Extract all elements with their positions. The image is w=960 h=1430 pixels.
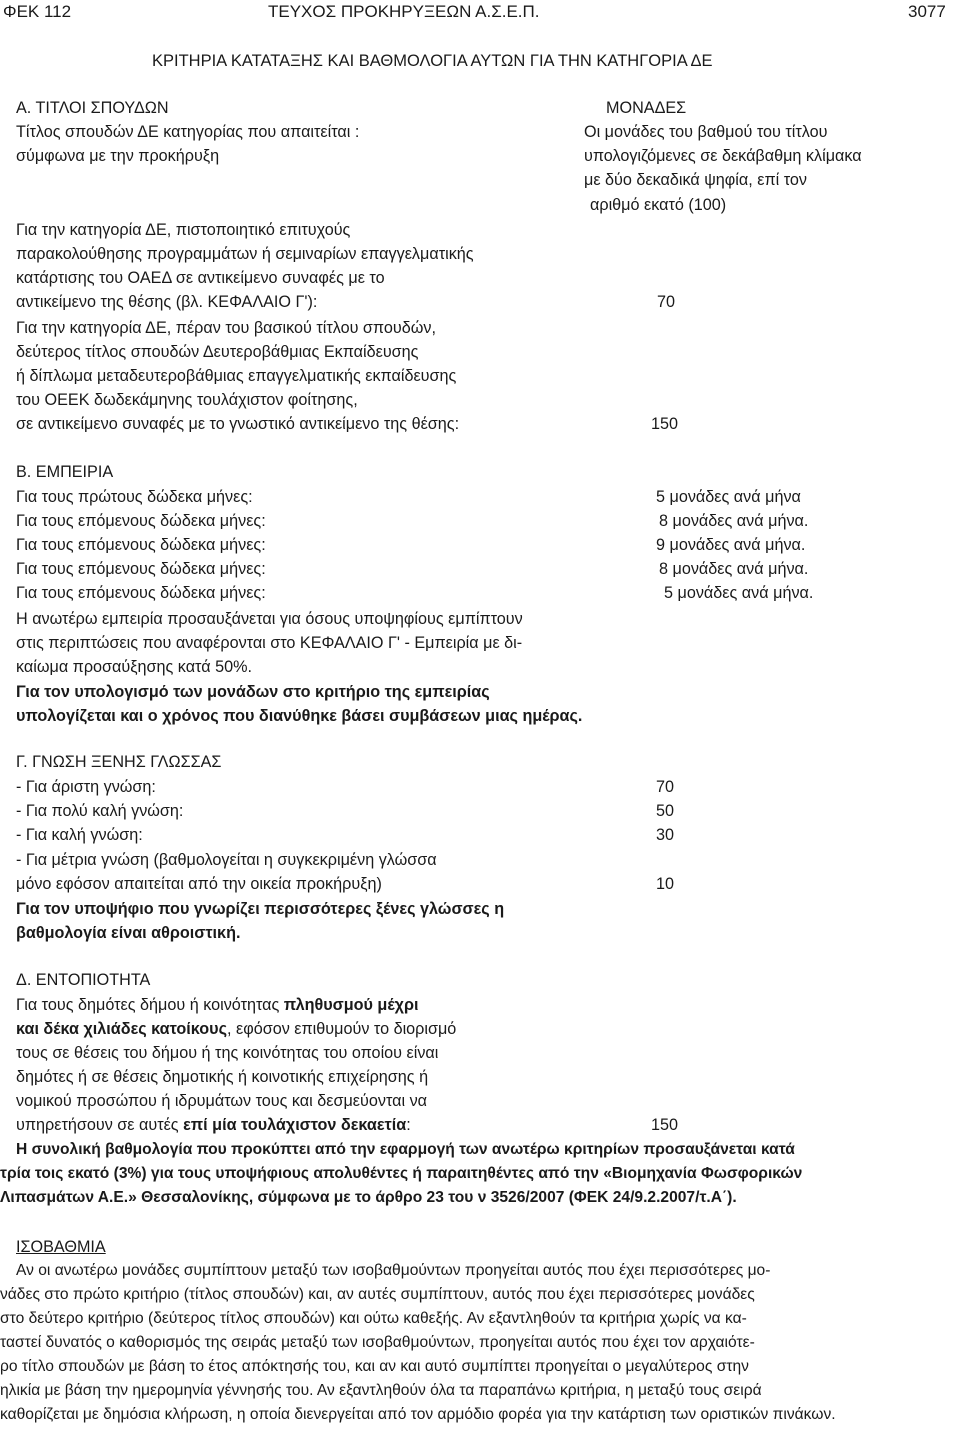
tie-break-text: καθορίζεται με δημόσια κλήρωση, η οποία διενεργείται από τον αρμόδιο φορέα για την κατάρτιση των οριστικών πινάκων. (0, 1406, 836, 1423)
language-level-label: μόνο εφόσον απαιτείται από την οικεία προκήρυξη) (16, 875, 382, 893)
second-degree-text: σε αντικείμενο συναφές με το γνωστικό αντικείμενο της θέσης: (16, 415, 460, 433)
section-c-heading: Γ. ΓΝΩΣΗ ΞΕΝΗΣ ΓΛΩΣΣΑΣ (16, 753, 222, 771)
experience-note: καίωμα προσαύξησης κατά 50%. (16, 658, 252, 676)
certificate-criterion-text: κατάρτισης του ΟΑΕΔ σε αντικείμενο συναφές με το (16, 269, 385, 287)
experience-row-label: Για τους επόμενους δώδεκα μήνες: (16, 536, 266, 554)
experience-row-value: 5 μονάδες ανά μήνα (656, 488, 801, 506)
language-level-points: 10 (656, 875, 675, 893)
experience-row-label: Για τους πρώτους δώδεκα μήνες: (16, 488, 253, 506)
tie-break-text: ηλικία με βάση την ημερομηνία γέννησής του. Αν εξαντληθούν όλα τα παραπάνω κριτήρια, η μεταξύ τους σειρά (0, 1382, 762, 1399)
locality-points: 150 (651, 1116, 679, 1134)
language-level-label: - Για άριστη γνώση: (16, 778, 156, 796)
second-degree-text: Για την κατηγορία ΔΕ, πέραν του βασικού τίτλου σπουδών, (16, 319, 436, 337)
language-bold-note: βαθμολογία είναι αθροιστική. (16, 924, 241, 942)
tie-break-text: στο δεύτερο κριτήριο (δεύτερος τίτλος σπουδών) και ούτω καθεξής. Αν εξαντληθούν τα κριτήρια χωρίς να κα- (0, 1310, 747, 1327)
document-title: ΚΡΙΤΗΡΙΑ ΚΑΤΑΤΑΞΗΣ ΚΑΙ ΒΑΘΜΟΛΟΓΙΑ ΑΥΤΩΝ ΓΙΑ ΤΗΝ ΚΑΤΗΓΟΡΙΑ ΔΕ (152, 52, 713, 70)
experience-row-value: 8 μονάδες ανά μήνα. (659, 560, 809, 578)
certificate-criterion-text: αντικείμενο της θέσης (βλ. ΚΕΦΑΛΑΙΟ Γ'): (16, 293, 318, 311)
second-degree-text: ή δίπλωμα μεταδευτεροβάθμιας επαγγελματικής εκπαίδευσης (16, 367, 457, 385)
section-d-heading: Δ. ΕΝΤΟΠΙΟΤΗΤΑ (16, 971, 151, 989)
experience-note: στις περιπτώσεις που αναφέρονται στο ΚΕΦΑΛΑΙΟ Γ' - Εμπειρία με δι- (16, 634, 523, 652)
certificate-points: 70 (657, 293, 676, 311)
language-level-label: - Για μέτρια γνώση (βαθμολογείται η συγκεκριμένη γλώσσα (16, 851, 437, 869)
language-level-points: 30 (656, 826, 675, 844)
experience-row-value: 8 μονάδες ανά μήνα. (659, 512, 809, 530)
language-level-label: - Για καλή γνώση: (16, 826, 143, 844)
units-description: με δύο δεκαδικά ψηφία, επί τον (584, 171, 807, 189)
header-series: ΤΕΥΧΟΣ ΠΡΟΚΗΡΥΞΕΩΝ Α.Σ.Ε.Π. (268, 2, 540, 21)
header-page-number: 3077 (908, 2, 946, 21)
locality-text: τους σε θέσεις του δήμου ή της κοινότητας του οποίου είναι (16, 1044, 439, 1062)
units-description: Οι μονάδες του βαθμού του τίτλου (584, 123, 828, 141)
certificate-criterion-text: παρακολούθησης προγραμμάτων ή σεμιναρίων επαγγελματικής (16, 245, 474, 263)
total-bonus-note: Η συνολική βαθμολογία που προκύπτει από την εφαρμογή των ανωτέρω κριτηρίων προσαυξάνεται κατά (16, 1141, 795, 1158)
locality-text: και δέκα χιλιάδες κατοίκους, εφόσον επιθυμούν το διορισμό (16, 1020, 457, 1038)
locality-text: δημότες ή σε θέσεις δημοτικής ή κοινοτικής επιχείρησης ή (16, 1068, 429, 1086)
second-degree-text: δεύτερος τίτλος σπουδών Δευτεροβάθμιας Εκπαίδευσης (16, 343, 419, 361)
section-a-heading: Α. ΤΙΤΛΟΙ ΣΠΟΥΔΩΝ (16, 99, 169, 117)
degree-requirement-text: σύμφωνα με την προκήρυξη (16, 147, 220, 165)
language-bold-note: Για τον υποψήφιο που γνωρίζει περισσότερες ξένες γλώσσες η (16, 900, 505, 918)
units-description: αριθμό εκατό (100) (590, 196, 727, 214)
degree-requirement-text: Τίτλος σπουδών ΔΕ κατηγορίας που απαιτείται : (16, 123, 360, 141)
experience-row-label: Για τους επόμενους δώδεκα μήνες: (16, 584, 266, 602)
experience-row-label: Για τους επόμενους δώδεκα μήνες: (16, 560, 266, 578)
experience-note: Η ανωτέρω εμπειρία προσαυξάνεται για όσους υποψηφίους εμπίπτουν (16, 610, 523, 628)
experience-row-value: 5 μονάδες ανά μήνα. (664, 584, 814, 602)
experience-row-value: 9 μονάδες ανά μήνα. (656, 536, 806, 554)
tie-break-text: νάδες στο πρώτο κριτήριο (τίτλος σπουδών) και, αν αυτές συμπίπτουν, αυτός που έχει περισσότερες μονάδες (0, 1286, 755, 1303)
second-degree-points: 150 (651, 415, 679, 433)
tie-break-text: ταστεί δυνατός ο καθορισμός της σειράς μεταξύ των ισοβαθμούντων, προηγείται αυτός που έχει τον αρχαιότε- (0, 1334, 755, 1351)
certificate-criterion-text: Για την κατηγορία ΔΕ, πιστοποιητικό επιτυχούς (16, 221, 351, 239)
tie-break-heading: ΙΣΟΒΑΘΜΙΑ (16, 1238, 106, 1256)
units-description: υπολογιζόμενες σε δεκάβαθμη κλίμακα (584, 147, 862, 165)
locality-text: Για τους δημότες δήμου ή κοινότητας πληθυσμού μέχρι (16, 996, 419, 1014)
experience-row-label: Για τους επόμενους δώδεκα μήνες: (16, 512, 266, 530)
total-bonus-note: Λιπασμάτων Α.Ε.» Θεσσαλονίκης, σύμφωνα με το άρθρο 23 του ν 3526/2007 (ΦΕΚ 24/9.2.2007/τ.Α΄). (0, 1189, 737, 1206)
experience-bold-note: υπολογίζεται και ο χρόνος που διανύθηκε βάσει συμβάσεων μιας ημέρας. (16, 707, 583, 725)
language-level-points: 50 (656, 802, 675, 820)
locality-text: νομικού προσώπου ή ιδρυμάτων τους και δεσμεύονται να (16, 1092, 428, 1110)
locality-text: υπηρετήσουν σε αυτές επί μία τουλάχιστον δεκαετία: (16, 1116, 411, 1134)
experience-bold-note: Για τον υπολογισμό των μονάδων στο κριτήριο της εμπειρίας (16, 683, 490, 701)
tie-break-text: ρο τίτλο σπουδών με βάση το έτος απόκτησής του, και αν και αυτό συμπίπτει προηγείται ο μεγαλύτερος στην (0, 1358, 749, 1375)
section-b-heading: Β. ΕΜΠΕΙΡΙΑ (16, 463, 114, 481)
total-bonus-note: τρία τοις εκατό (3%) για τους υποψήφιους απολυθέντες ή παραιτηθέντες από την «Βιομηχανία Φωσφορικών (0, 1165, 803, 1182)
language-level-label: - Για πολύ καλή γνώση: (16, 802, 184, 820)
tie-break-text: Αν οι ανωτέρω μονάδες συμπίπτουν μεταξύ των ισοβαθμούντων προηγείται αυτός που έχει περισσότερες μο- (16, 1262, 771, 1279)
second-degree-text: του ΟΕΕΚ δωδεκάμηνης τουλάχιστον φοίτησης, (16, 391, 358, 409)
units-heading: ΜΟΝΑΔΕΣ (606, 99, 687, 117)
language-level-points: 70 (656, 778, 675, 796)
header-issue: ΦΕΚ 112 (3, 2, 72, 21)
